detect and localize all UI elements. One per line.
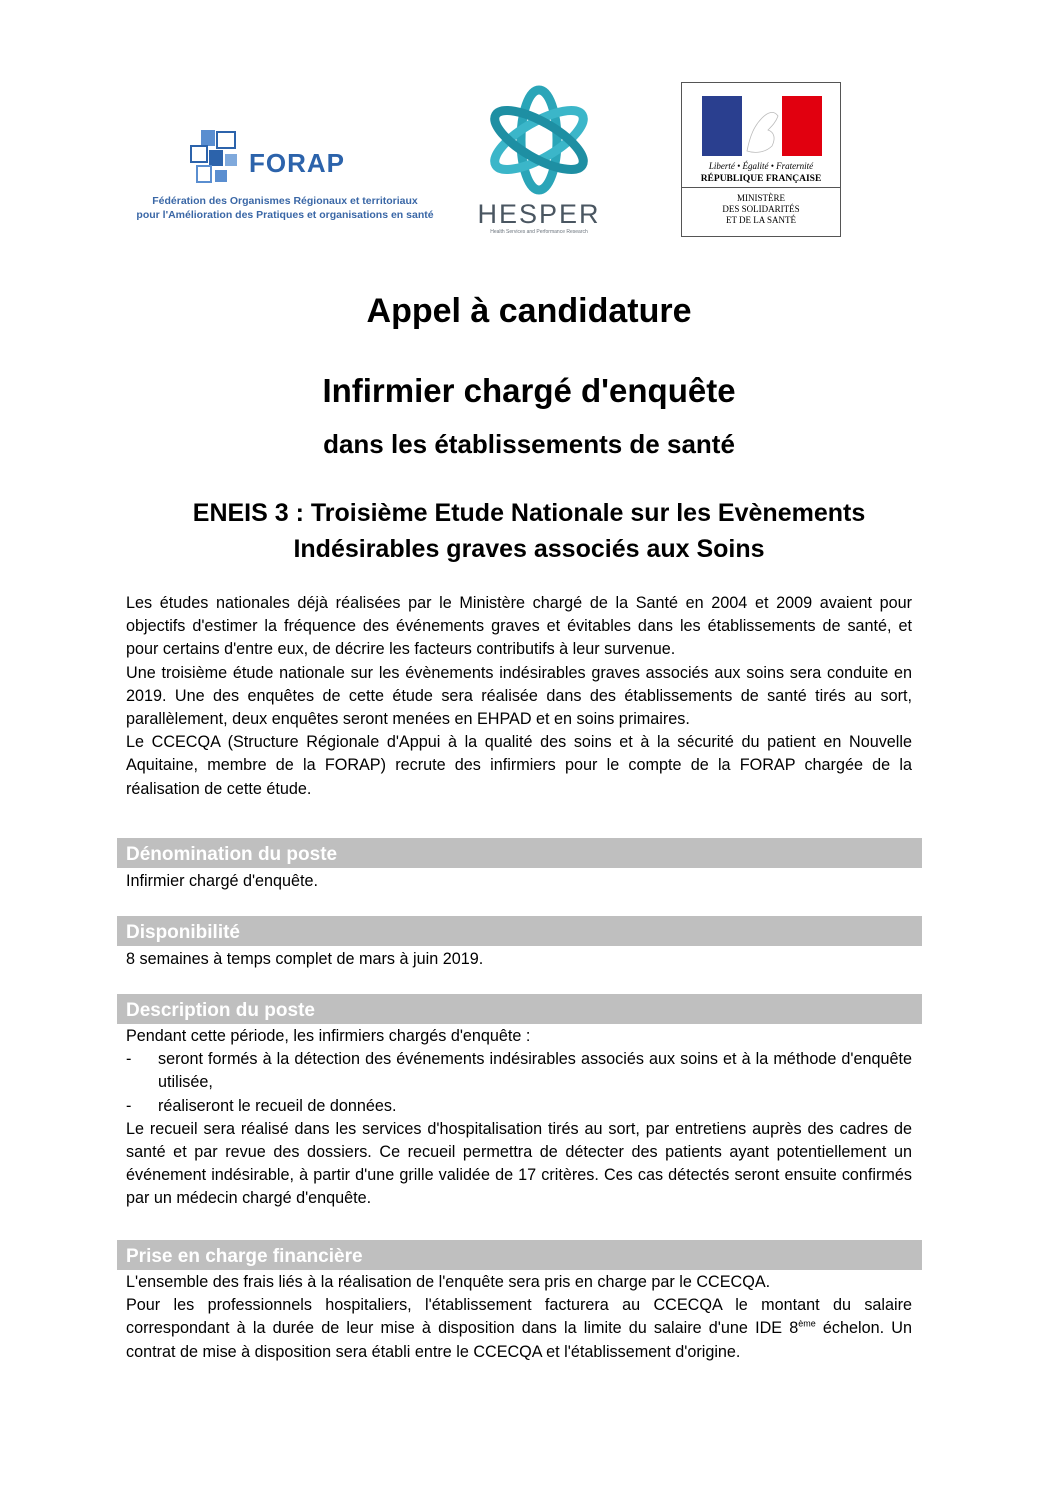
ministry-name	[682, 193, 840, 226]
marianne-flag-icon	[702, 96, 822, 156]
financiere-text-part2: échelon. Un contrat de mise à disposition sera établi entre le CCECQA et l'établissement d'origine.	[126, 1319, 912, 1361]
section-header-description: Description du poste	[117, 994, 922, 1024]
study-title-line1: ENEIS 3 : Troisième Etude Nationale sur les Evènements	[192, 499, 866, 527]
ministry-line2: DES SOLIDARITÉS	[722, 204, 800, 214]
forap-name: FORAP	[249, 148, 345, 178]
republique-divider	[682, 187, 840, 188]
section-body-denomination	[126, 870, 912, 893]
section-header-financiere: Prise en charge financière	[117, 1240, 922, 1270]
hesper-logo	[476, 85, 602, 240]
main-title: Appel à candidature	[366, 292, 692, 330]
bullet-text: seront formés à la détection des événements indésirables associés aux soins et à la méthode d'enquête utilisée,	[158, 1050, 912, 1092]
financiere-text-part1: Pour les professionnels hospitaliers, l'établissement facturera au CCECQA le montant du salaire correspondant à la durée de leur mise à disposition dans la limite du salaire d'une IDE 8	[126, 1296, 912, 1338]
description-lead: Pendant cette période, les infirmiers chargés d'enquête :	[126, 1027, 531, 1045]
intro-paragraph: Une troisième étude nationale sur les évènements indésirables graves associés aux soins sera conduite en 2019. Une des enquêtes de cette étude sera réalisée dans des établissements de santé tirés au sort, parallèlement, deux enquêtes seront menées en EHPAD et en soins primaires.	[126, 663, 912, 729]
hesper-atom-icon	[484, 85, 594, 195]
job-subtitle: dans les établissements de santé	[323, 429, 735, 459]
section-body-disponibilite	[126, 948, 912, 971]
forap-subtitle-line1: Fédération des Organismes Régionaux et territoriaux	[152, 195, 418, 207]
header-logos	[0, 0, 1058, 250]
intro-text	[126, 592, 912, 801]
section-header-denomination: Dénomination du poste	[117, 838, 922, 868]
study-title	[0, 495, 1058, 567]
forap-logo	[125, 120, 445, 230]
republique-francaise-logo	[681, 82, 841, 237]
bullet-text: réaliseront le recueil de données.	[158, 1096, 397, 1115]
hesper-subtitle: Health Services and Performance Research	[490, 229, 588, 235]
list-item	[126, 1048, 912, 1094]
section-header-disponibilite: Disponibilité	[117, 916, 922, 946]
section-body-financiere	[126, 1271, 912, 1364]
bullet-dash: -	[126, 1050, 132, 1069]
list-item	[126, 1095, 912, 1118]
intro-paragraph: Le CCECQA (Structure Régionale d'Appui à la qualité des soins et à la sécurité du patient en Nouvelle Aquitaine, membre de la FORAP) recrute des infirmiers pour le compte de la FORAP chargée de la réalisation de cette étude.	[126, 733, 912, 798]
financiere-paragraph	[126, 1294, 912, 1364]
republique-motto: Liberté • Égalité • Fraternité	[708, 161, 814, 171]
bullet-dash: -	[126, 1096, 132, 1115]
hesper-name: HESPER	[477, 199, 601, 229]
job-title: Infirmier chargé d'enquête	[322, 372, 736, 409]
section-body-description	[126, 1025, 912, 1211]
denomination-text: Infirmier chargé d'enquête.	[126, 872, 319, 890]
superscript-eme: ème	[798, 1319, 816, 1330]
forap-subtitle	[125, 194, 445, 222]
ministry-line1: MINISTÈRE	[737, 193, 785, 203]
intro-paragraph: Les études nationales déjà réalisées par le Ministère chargé de la Santé en 2004 et 2009 avaient pour objectifs d'estimer la fréquence des événements graves et évitables dans les établissements de santé, et pour certains d'entre eux, de décrire les facteurs contributifs à leur survenue.	[126, 594, 912, 659]
forap-squares-icon	[187, 128, 239, 186]
republique-name: RÉPUBLIQUE FRANÇAISE	[700, 174, 822, 184]
forap-subtitle-line2: pour l'Amélioration des Pratiques et organisations en santé	[136, 209, 434, 221]
description-text: Le recueil sera réalisé dans les services d'hospitalisation tirés au sort, par entretiens auprès des cadres de santé et par revue des dossiers. Ce recueil permettra de détecter des patients ayant potentiellement un événement indésirable, à partir d'une grille validée de 17 critères. Ces cas détectés seront ensuite confirmés par un médecin chargé d'enquête.	[126, 1119, 912, 1208]
study-title-line2: Indésirables graves associés aux Soins	[293, 535, 765, 563]
ministry-line3: ET DE LA SANTÉ	[725, 215, 797, 225]
disponibilite-text: 8 semaines à temps complet de mars à juin 2019.	[126, 950, 484, 968]
financiere-paragraph: L'ensemble des frais liés à la réalisation de l'enquête sera pris en charge par le CCECQA.	[126, 1273, 771, 1291]
